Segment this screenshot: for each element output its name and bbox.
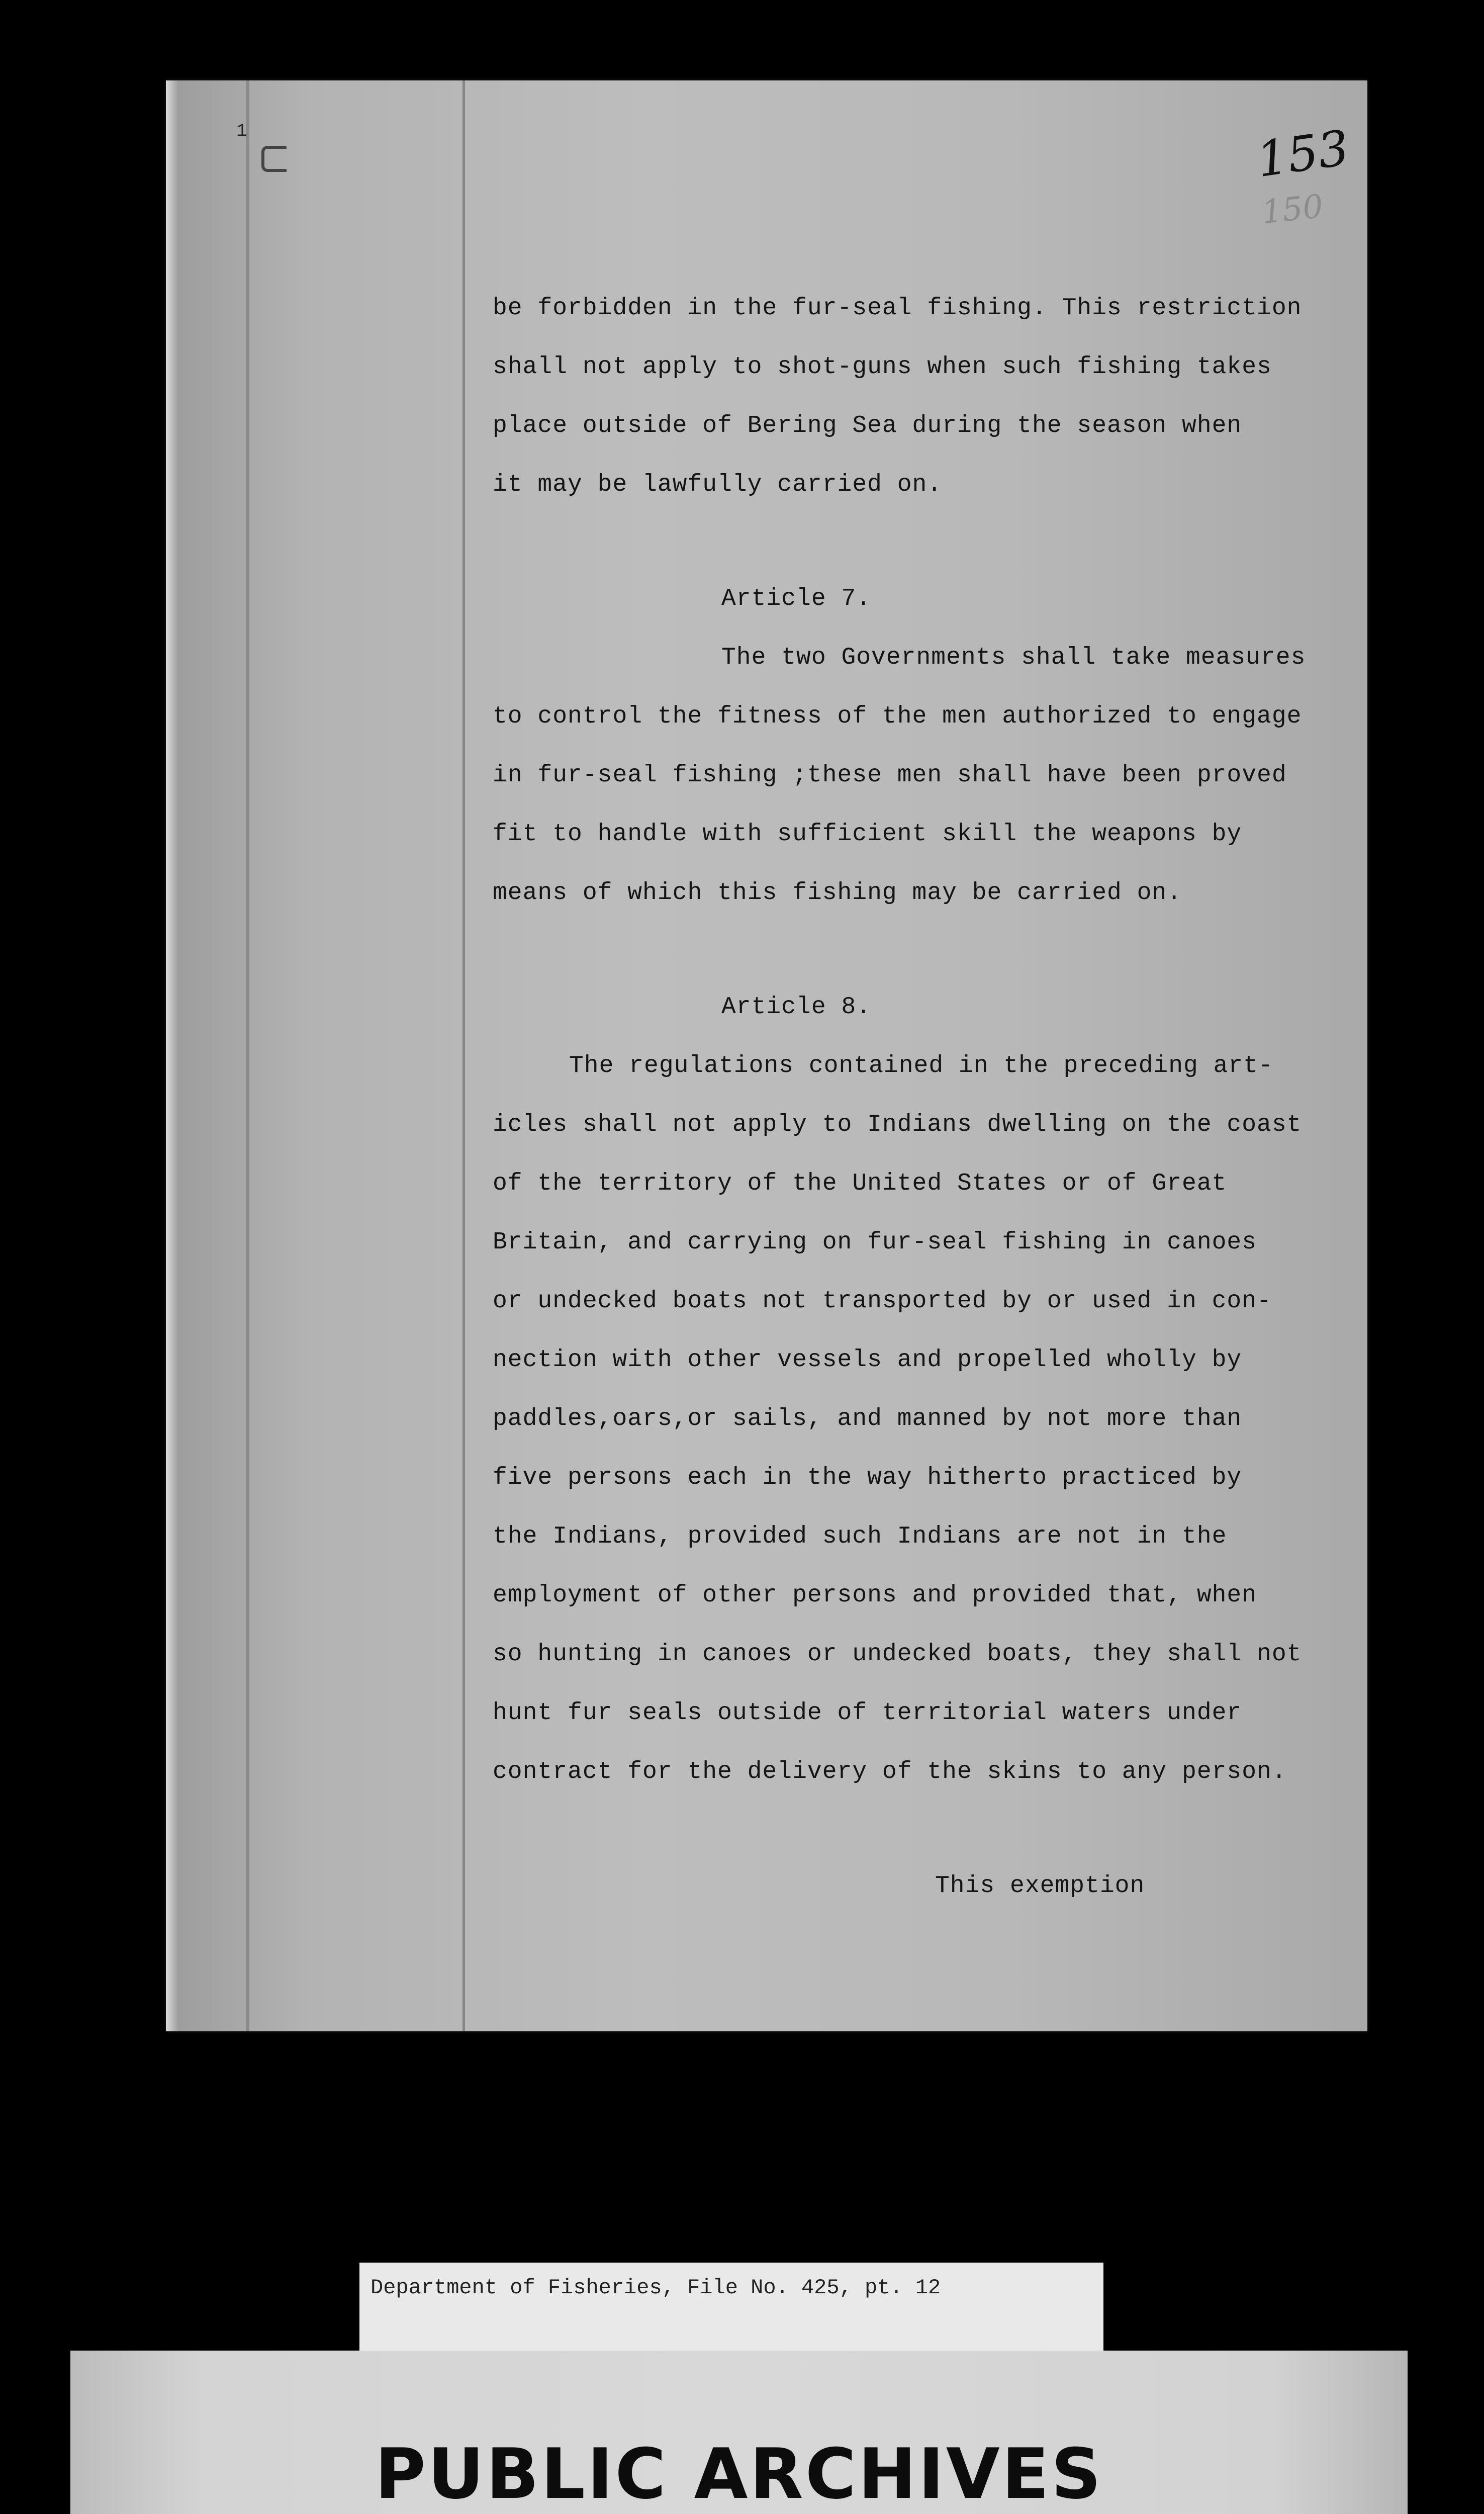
text-line: or undecked boats not transported by or used in con- (493, 1288, 1272, 1315)
text-line: the Indians, provided such Indians are not in the (493, 1523, 1227, 1550)
text-line: paddles,oars,or sails, and manned by not more than (493, 1405, 1242, 1432)
text-line: Britain, and carrying on fur-seal fishing in canoes (493, 1229, 1257, 1256)
paragraph-gap (493, 1802, 1337, 1857)
text-line: so hunting in canoes or undecked boats, they shall not (493, 1641, 1302, 1668)
page-edge (166, 80, 179, 2031)
article-heading: Article 7. (721, 585, 872, 612)
text-line: The regulations contained in the preceding art- (569, 1052, 1273, 1080)
text-line: to control the fitness of the men authorized to engage (493, 703, 1302, 730)
folio-number-old: 150 (1260, 188, 1325, 232)
text-line: nection with other vessels and propelled wholly by (493, 1346, 1242, 1374)
page-marker: 1 (236, 121, 247, 141)
text-line: shall not apply to shot-guns when such fishing takes (493, 353, 1272, 381)
margin-rule-inner (462, 80, 465, 2031)
text-line: employment of other persons and provided that, when (493, 1582, 1257, 1609)
archives-stamp (70, 2351, 1408, 2514)
text-line: fit to handle with sufficient skill the weapons by (493, 821, 1242, 848)
text-line: means of which this fishing may be carried on. (493, 879, 1182, 907)
folio-number: 153 (1253, 119, 1353, 189)
text-line: This exemption (935, 1872, 1145, 1900)
text-line: five persons each in the way hitherto practiced by (493, 1464, 1242, 1491)
paper-clip-mark-icon (261, 146, 287, 172)
text-line: be forbidden in the fur-seal fishing. This restriction (493, 295, 1302, 322)
text-line: in fur-seal fishing ;these men shall have been proved (493, 762, 1287, 789)
text-line: contract for the delivery of the skins to any person. (493, 1758, 1287, 1785)
margin-rule-outer (246, 80, 249, 2031)
text-line: of the territory of the United States or of Great (493, 1170, 1227, 1197)
typed-text-block (493, 279, 1337, 1916)
paragraph-gap (493, 514, 1337, 570)
text-line: icles shall not apply to Indians dwelling on the coast (493, 1111, 1302, 1138)
text-line: hunt fur seals outside of territorial waters under (493, 1699, 1242, 1727)
text-line: place outside of Bering Sea during the season when (493, 412, 1242, 439)
text-line: it may be lawfully carried on. (493, 471, 943, 498)
article-heading: Article 8. (721, 994, 872, 1021)
paragraph-gap (493, 923, 1337, 978)
file-reference-label: Department of Fisheries, File No. 425, pt. 12 (359, 2263, 1103, 2351)
text-line: The two Governments shall take measures (721, 644, 1306, 671)
stamp-line-english: PUBLIC ARCHIVES (375, 2434, 1103, 2514)
document-page (166, 80, 1367, 2031)
